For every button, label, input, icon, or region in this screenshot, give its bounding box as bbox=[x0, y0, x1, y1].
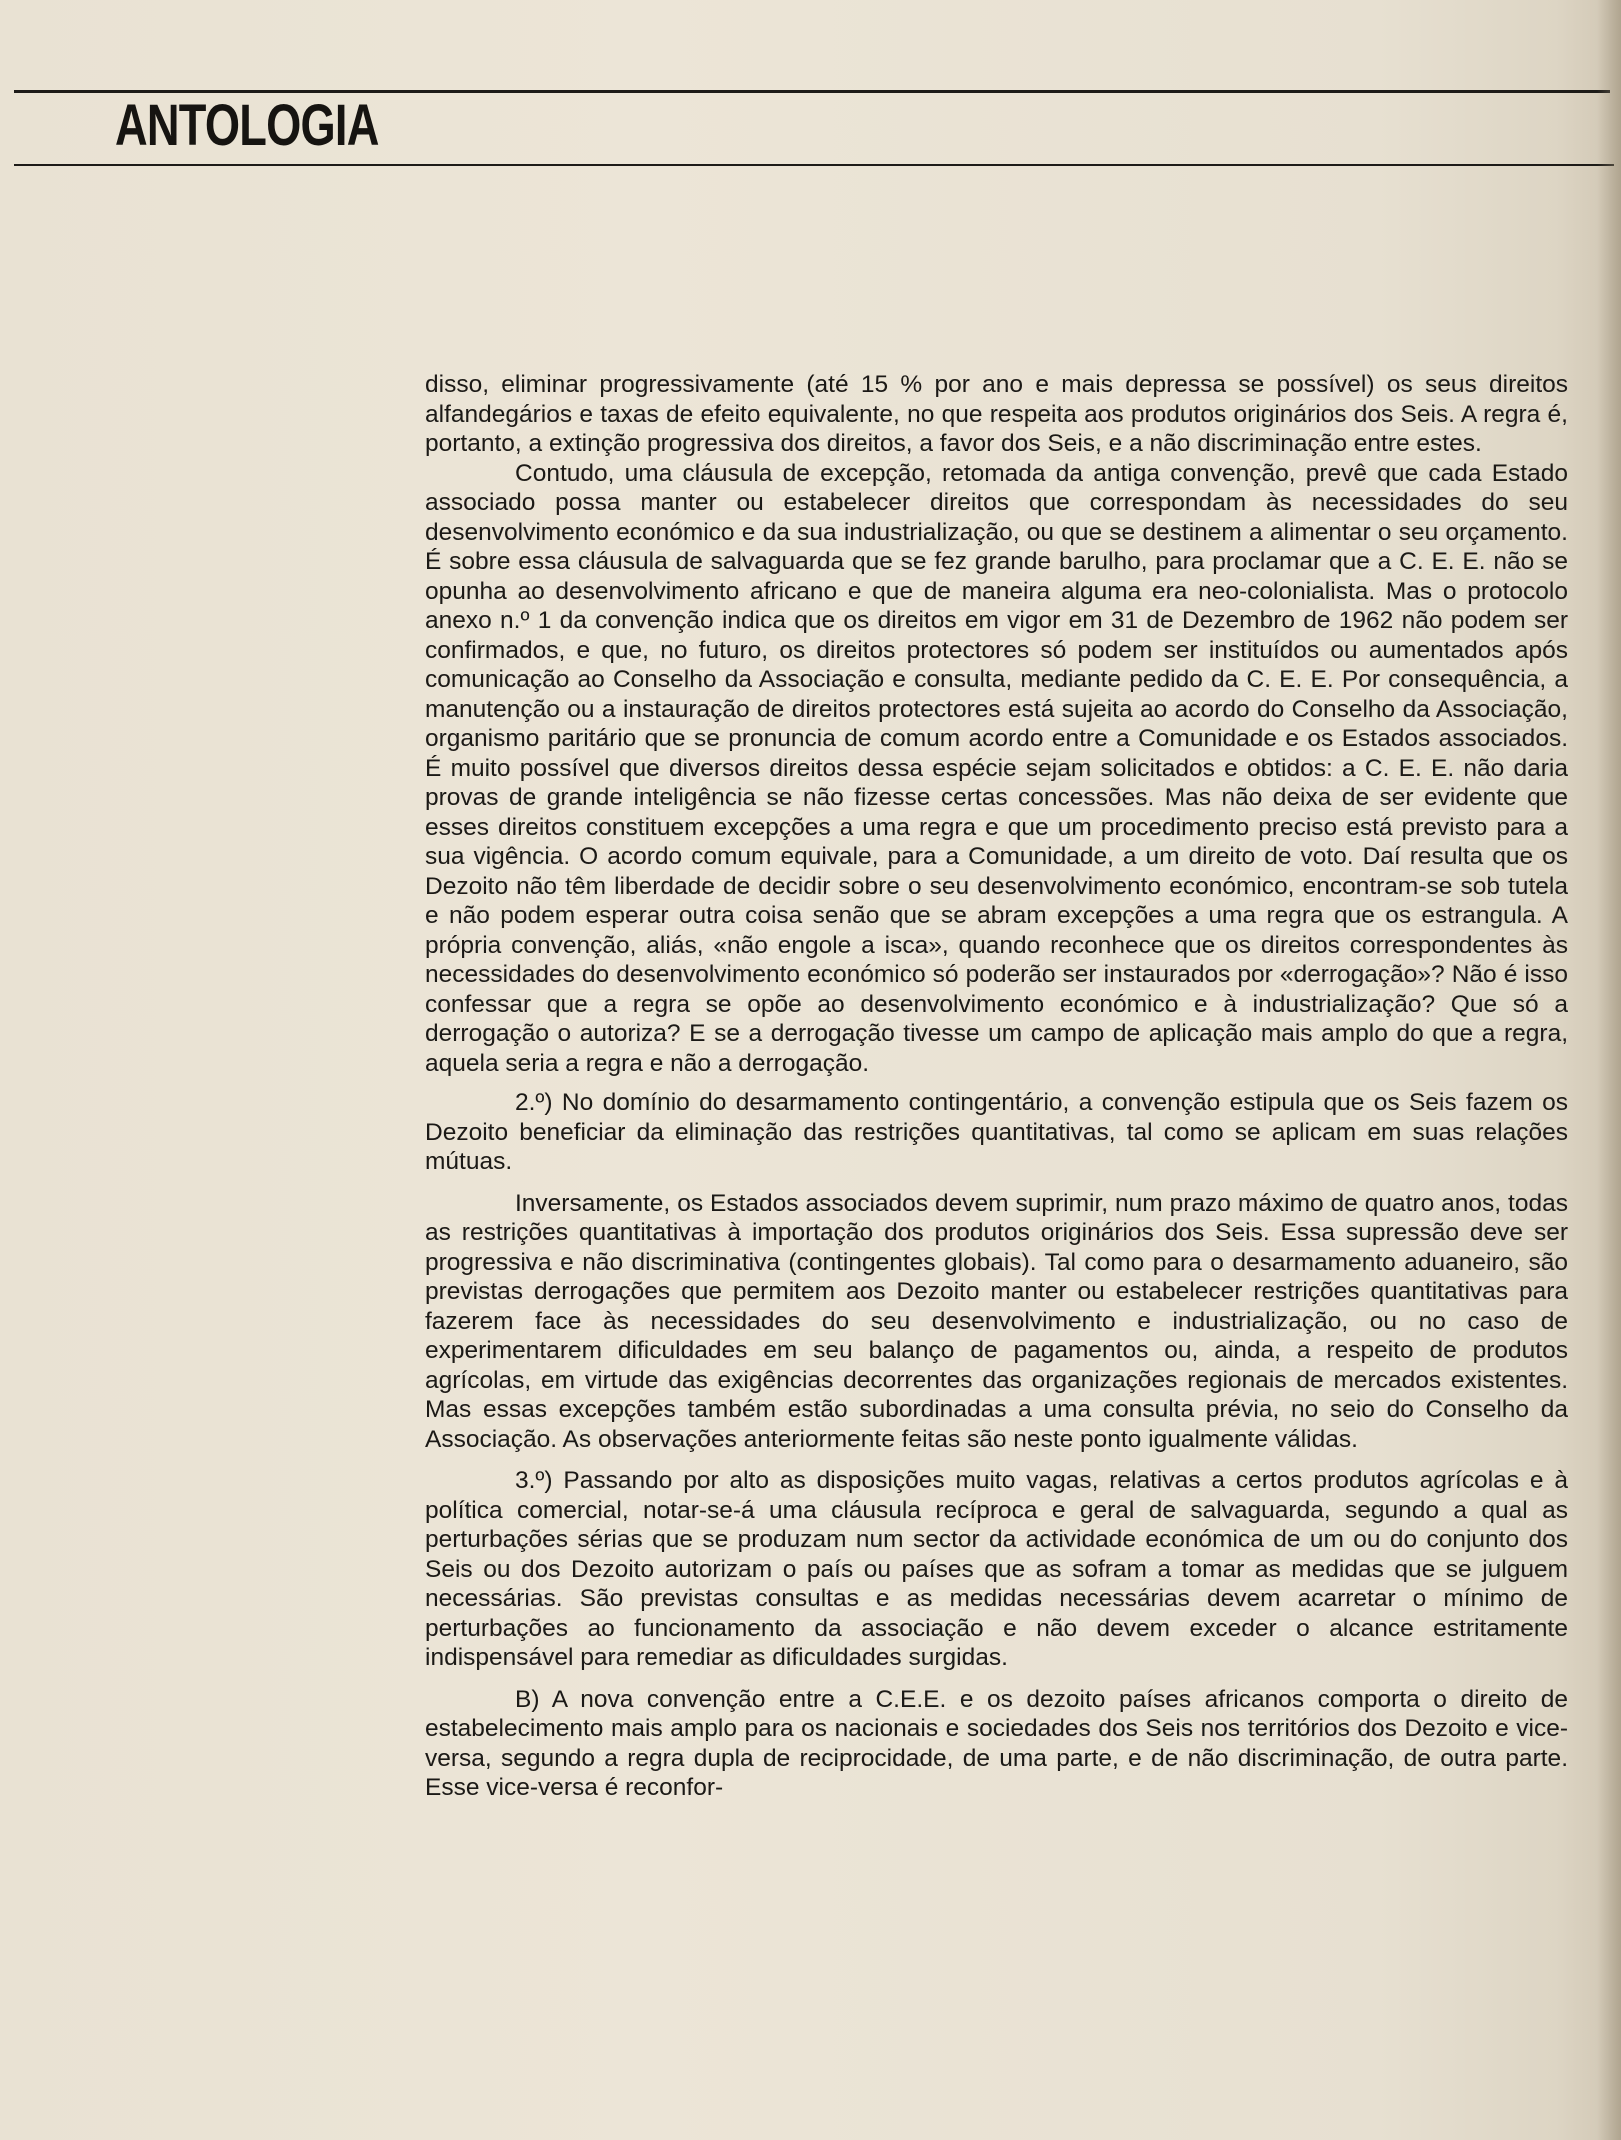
section-title: ANTOLOGIA bbox=[115, 93, 379, 158]
page-edge-shadow bbox=[1597, 0, 1621, 2140]
paragraph-exception-clause: Contudo, uma cláusula de excepção, retomada da antiga convenção, prevê que cada Estado associado possa manter ou estabelecer direitos que correspondam às necessidades do seu desenvolvimento económico e da sua industrialização, ou que se destinem a alimentar o seu orçamento. É sobre essa cláusula de salvaguarda que se fez grande barulho, para proclamar que a C. E. E. não se opunha ao desenvolvimento africano e que de maneira alguma era neo-colonialista. Mas o protocolo anexo n.º 1 da convenção indica que os direitos em vigor em 31 de Dezembro de 1962 não podem ser confirmados, e que, no futuro, os direitos protectores só podem ser instituídos ou aumentados após comunicação ao Conselho da Associação e consulta, mediante pedido da C. E. E. Por consequência, a manutenção ou a instauração de direitos protectores está sujeita ao acordo do Conselho da Associação, organismo paritário que se pronuncia de comum acordo entre a Comunidade e os Estados associados. É muito possível que diversos direitos dessa espécie sejam solicitados e obtidos: a C. E. E. não daria provas de grande inteligência se não fizesse certas concessões. Mas não deixa de ser evidente que esses direitos constituem excepções a uma regra e que um procedimento preciso está previsto para a sua vigência. O acordo comum equivale, para a Comunidade, a um direito de voto. Daí resulta que os Dezoito não têm liberdade de decidir sobre o seu desenvolvimento económico, encontram-se sob tutela e não podem esperar outra coisa senão que se abram excepções a uma regra que os estrangula. A própria convenção, aliás, «não engole a isca», quando reconhece que os direitos correspondentes às necessidades do desenvolvimento económico só poderão ser instaurados por «derrogação»? Não é isso confessar que a regra se opõe ao desenvolvimento económico e à industrialização? Que só a derrogação o autoriza? E se a derrogação tivesse um campo de aplicação mais amplo do que a regra, aquela seria a regra e não a derrogação. bbox=[425, 459, 1568, 1077]
article-body bbox=[425, 370, 1568, 1815]
paragraph-continuation: disso, eliminar progressivamente (até 15 % por ano e mais depressa se possível) os seus direitos alfandegários e taxas de efeito equivalente, no que respeita aos produtos originários dos Seis. A regra é, portanto, a extinção progressiva dos direitos, a favor dos Seis, e a não discriminação entre estes. bbox=[425, 371, 1568, 457]
paragraph-establishment-right: B) A nova convenção entre a C.E.E. e os dezoito países africanos comporta o direito de estabelecimento mais amplo para os nacionais e sociedades dos Seis nos territórios dos Dezoito e vice-versa, segundo a regra dupla de reciprocidade, de uma parte, e de não discriminação, de outra parte. Esse vice-versa é reconfor- bbox=[425, 1685, 1568, 1801]
paragraph-safeguard-clause: 3.º) Passando por alto as disposições muito vagas, relativas a certos produtos agrícolas e à política comercial, notar-se-á uma cláusula recíproca e geral de salvaguarda, segundo a qual as perturbações sérias que se produzam num sector da actividade económica de um ou do conjunto dos Seis ou dos Dezoito autorizam o país ou países que as sofram a tomar as medidas que se julguem necessárias. São previstas consultas e as medidas necessárias devem acarretar o mínimo de perturbações ao funcionamento da associação e não devem exceder o alcance estritamente indispensável para remediar as dificuldades surgidas. bbox=[425, 1467, 1568, 1671]
header-rule-bottom bbox=[14, 164, 1614, 166]
paragraph-quota-disarmament: 2.º) No domínio do desarmamento contingentário, a convenção estipula que os Seis fazem os Dezoito beneficiar da eliminação das restrições quantitativas, tal como se aplicam em suas relações mútuas. bbox=[425, 1089, 1568, 1175]
paragraph-quantitative-restrictions: Inversamente, os Estados associados devem suprimir, num prazo máximo de quatro anos, todas as restrições quantitativas à importação dos produtos originários dos Seis. Essa supressão deve ser progressiva e não discriminativa (contingentes globais). Tal como para o desarmamento aduaneiro, são previstas derrogações que permitem aos Dezoito manter ou estabelecer restrições quantitativas para fazerem face às necessidades do seu desenvolvimento e industrialização, ou no caso de experimentarem dificuldades em seu balanço de pagamentos ou, ainda, a respeito de produtos agrícolas, em virtude das exigências decorrentes das organizações regionais de mercados existentes. Mas essas excepções também estão subordinadas a uma consulta prévia, no seio do Conselho da Associação. As observações anteriormente feitas são neste ponto igualmente válidas. bbox=[425, 1189, 1568, 1453]
